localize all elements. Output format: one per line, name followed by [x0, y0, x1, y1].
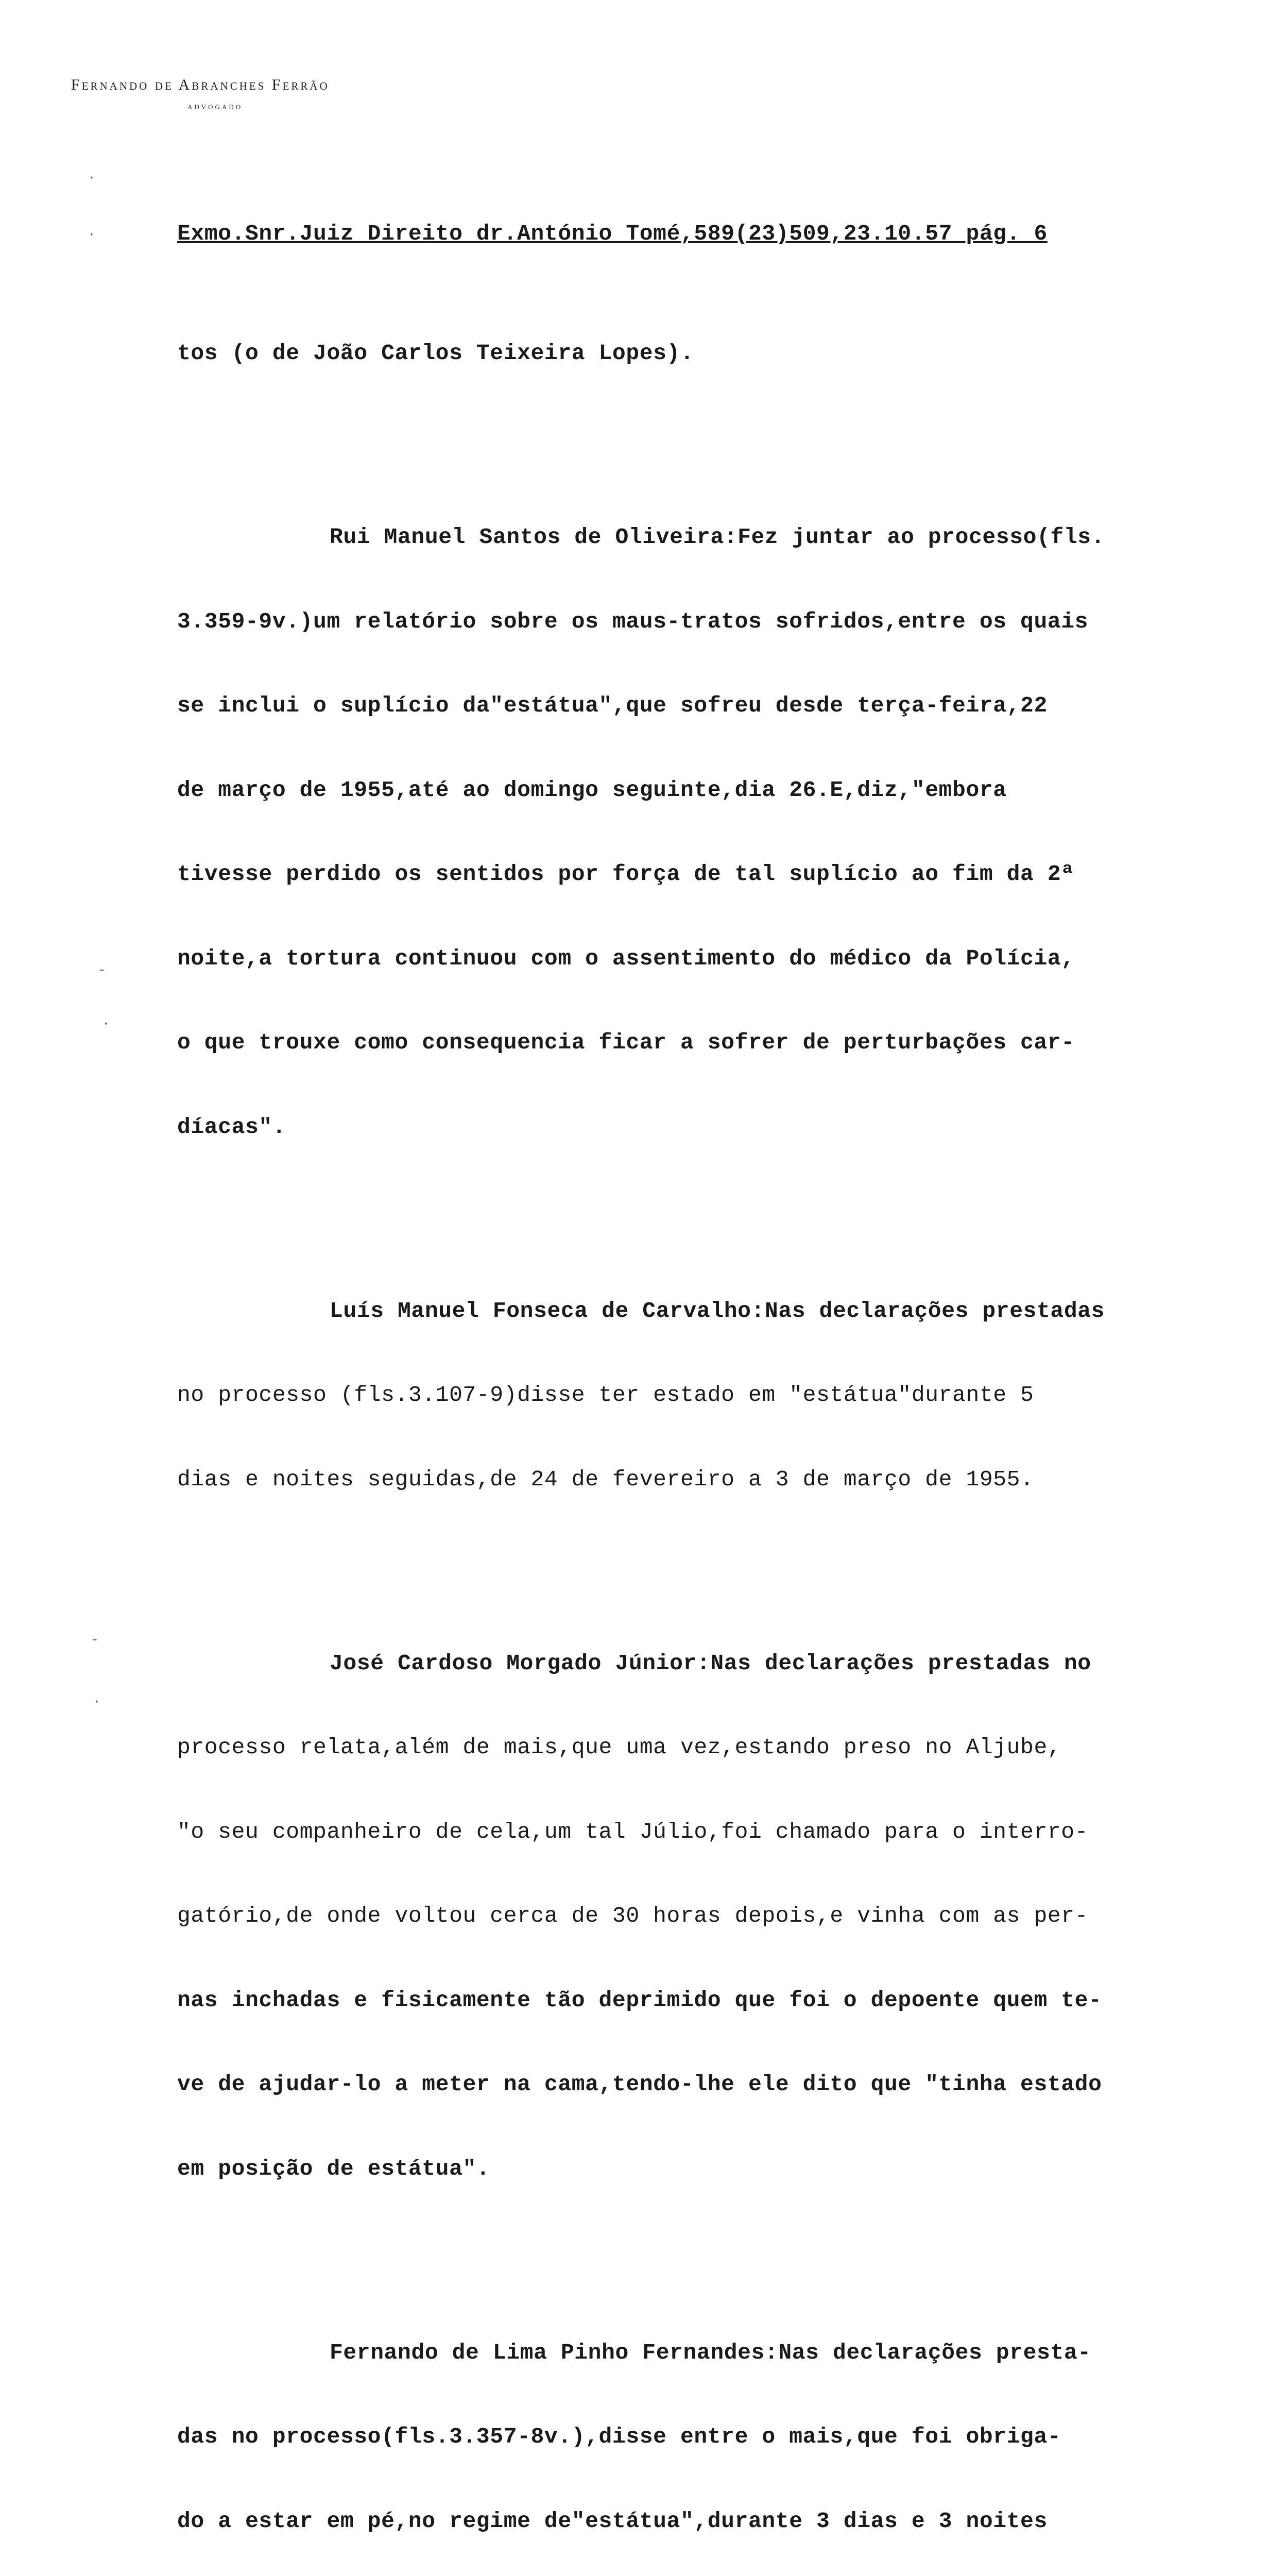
text-line: Luís Manuel Fonseca de Carvalho:Nas declarações prestadas — [330, 1298, 1105, 1324]
page-header: Exmo.Snr.Juiz Direito dr.António Tomé,589(23)509,23.10.57 pág. 6 — [177, 221, 1048, 246]
text-line: das no processo(fls.3.357-8v.),disse entre o mais,que foi obriga- — [177, 2424, 1061, 2449]
margin-dash: - — [98, 962, 106, 978]
margin-dot: · — [88, 170, 96, 185]
text-line: Fernando de Lima Pinho Fernandes:Nas declarações presta- — [330, 2340, 1091, 2365]
text-line: tivesse perdido os sentidos por força de tal suplício ao fim da 2ª — [177, 861, 1075, 887]
text-line: ve de ajudar-lo a meter na cama,tendo-lhe ele dito que "tinha estado — [177, 2072, 1102, 2097]
text-line: gatório,de onde voltou cerca de 30 horas depois,e vinha com as per- — [177, 1903, 1089, 1928]
text-line: de março de 1955,até ao domingo seguinte,dia 26.E,diz,"embora — [177, 777, 1007, 803]
text-line: Rui Manuel Santos de Oliveira:Fez juntar ao processo(fls. — [330, 524, 1105, 550]
text-line: díacas". — [177, 1114, 286, 1140]
text-line: 3.359-9v.)um relatório sobre os maus-tratos sofridos,entre os quais — [177, 608, 1089, 634]
margin-dash: - — [91, 1632, 99, 1648]
text-line: dias e noites seguidas,de 24 de fevereiro a 3 de março de 1955. — [177, 1466, 1034, 1492]
text-line: se inclui o suplício da"estátua",que sofreu desde terça-feira,22 — [177, 693, 1048, 718]
margin-dot: · — [93, 1694, 101, 1709]
text-line: nas inchadas e fisicamente tão deprimido que foi o depoente quem te- — [177, 1987, 1102, 2013]
letterhead — [71, 76, 330, 112]
letter-body — [177, 164, 1203, 2576]
text-line: o que trouxe como consequencia ficar a sofrer de perturbações car- — [177, 1030, 1075, 1055]
text-line: tos (o de João Carlos Teixeira Lopes). — [177, 341, 694, 366]
margin-dot: · — [88, 227, 96, 242]
text-line: do a estar em pé,no regime de"estátua",durante 3 dias e 3 noites — [177, 2508, 1048, 2534]
text-line: José Cardoso Morgado Júnior:Nas declarações prestadas no — [330, 1650, 1091, 1676]
letterhead-name: Fernando de Abranches Ferrão — [71, 76, 330, 93]
text-line: em posição de estátua". — [177, 2156, 490, 2181]
text-line: processo relata,além de mais,que uma vez,estando preso no Aljube, — [177, 1735, 1061, 1760]
text-line: noite,a tortura continuou com o assentimento do médico da Polícia, — [177, 945, 1075, 971]
margin-dot: · — [102, 1016, 110, 1031]
text-line: no processo (fls.3.107-9)disse ter estado em "estátua"durante 5 — [177, 1382, 1034, 1408]
letterhead-role: advogado — [187, 101, 243, 111]
text-line: "o seu companheiro de cela,um tal Júlio,foi chamado para o interro- — [177, 1819, 1089, 1844]
